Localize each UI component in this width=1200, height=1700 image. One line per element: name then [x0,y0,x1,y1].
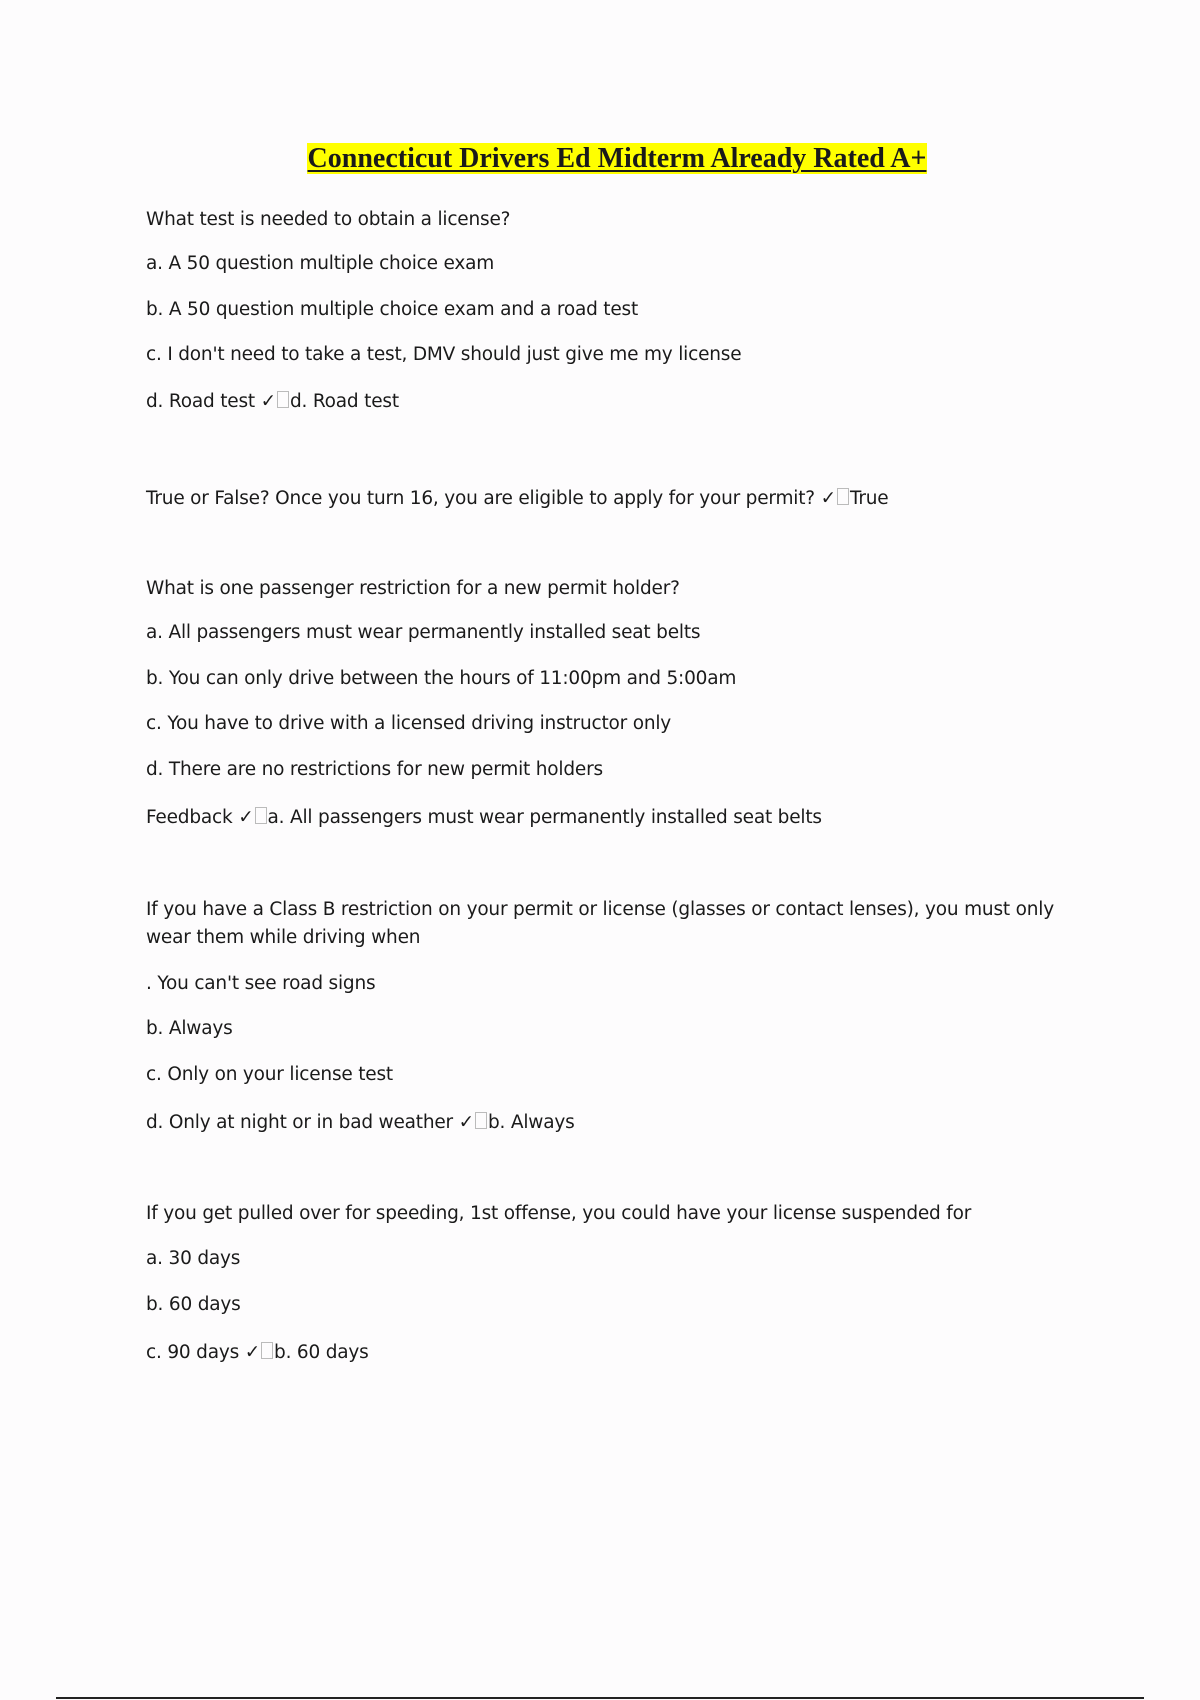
q4-option-c: c. Only on your license test [146,1064,393,1085]
page-title [0,142,1200,176]
q3-question: What is one passenger restriction for a new permit holder? [146,578,680,599]
q2-answer: True [849,488,889,509]
q5-option-a: a. 30 days [146,1248,241,1269]
checkmark-icon: ✓ [260,391,276,412]
q1-option-b: b. A 50 question multiple choice exam and a road test [146,299,639,320]
q4-option-d-line [146,1109,575,1137]
q3-option-c: c. You have to drive with a licensed driving instructor only [146,713,672,734]
checkmark-icon: ✓ [238,807,254,828]
q3-feedback-line [146,804,822,832]
q4-option-a: . You can't see road signs [146,973,376,994]
q1-answer: d. Road test [289,391,399,412]
q4-answer: b. Always [487,1112,575,1133]
q1-question: What test is needed to obtain a license? [146,209,511,230]
box-icon [277,391,289,408]
q1-option-c: c. I don't need to take a test, DMV should just give me my license [146,344,742,365]
footer-rule [56,1697,1144,1699]
q3-option-d: d. There are no restrictions for new permit holders [146,759,603,780]
box-icon [837,488,849,505]
q3-answer: a. All passengers must wear permanently installed seat belts [267,807,822,828]
box-icon [261,1342,273,1359]
box-icon [255,807,267,824]
q5-answer: b. 60 days [274,1342,369,1363]
q5-question: If you get pulled over for speeding, 1st offense, you could have your license suspended for [146,1203,972,1224]
q5-option-b: b. 60 days [146,1294,241,1315]
q4-question: If you have a Class B restriction on your permit or license (glasses or contact lenses), you must only wear them while driving when [146,899,1054,948]
q3-option-a: a. All passengers must wear permanently installed seat belts [146,622,701,643]
q2-question: True or False? Once you turn 16, you are eligible to apply for your permit? [146,488,815,509]
q3-feedback-label: Feedback [146,807,233,828]
checkmark-icon: ✓ [820,488,836,509]
q3-option-b: b. You can only drive between the hours of 11:00pm and 5:00am [146,668,737,689]
checkmark-icon: ✓ [458,1112,474,1133]
q2-line [146,485,888,513]
q5-option-c-line [146,1339,369,1367]
q4-option-b: b. Always [146,1018,233,1039]
q4-option-d: d. Only at night or in bad weather [146,1112,453,1133]
q1-option-d: d. Road test [146,391,255,412]
q1-option-d-line [146,388,399,416]
q5-option-c: c. 90 days [146,1342,240,1363]
box-icon [475,1112,487,1129]
checkmark-icon: ✓ [244,1342,261,1363]
page-title-text: Connecticut Drivers Ed Midterm Already Rated A+ [307,143,927,174]
q1-option-a: a. A 50 question multiple choice exam [146,253,495,274]
